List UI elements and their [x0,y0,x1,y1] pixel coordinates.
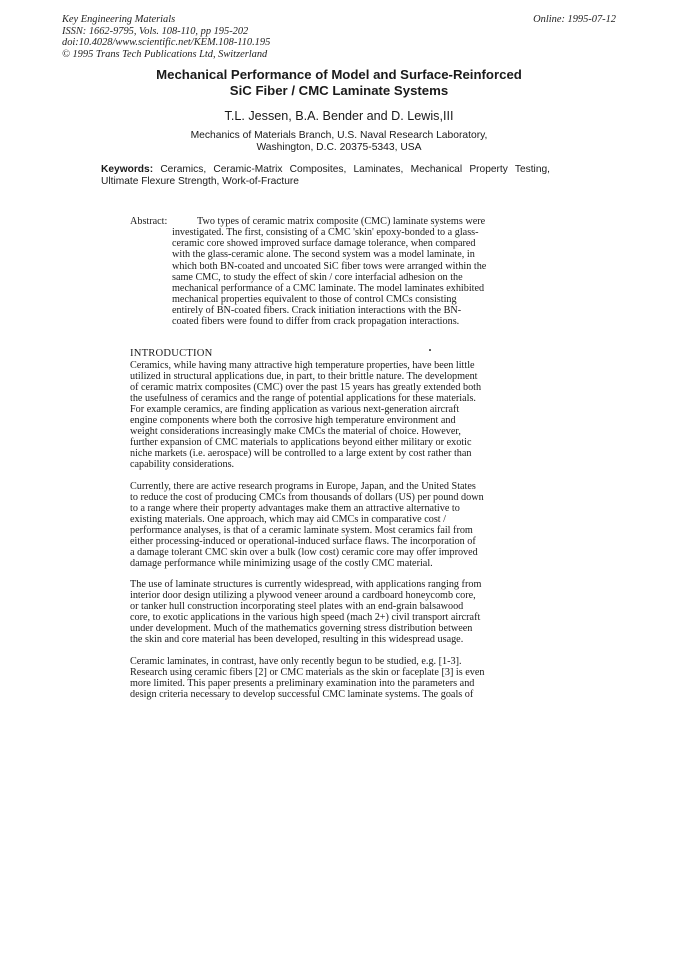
authors: T.L. Jessen, B.A. Bender and D. Lewis,III [224,109,454,123]
body-line: design criteria necessary to develop successful CMC laminate systems. The goals of [130,689,474,701]
abstract-line: entirely of BN-coated fibers. Crack initiation interactions with the BN- [172,305,462,317]
body-line: weight considerations increasingly make CMCs the material of choice. However, [130,426,461,438]
intro-paragraph-1 [130,360,518,470]
abstract-line: mechanical performance of a CMC laminate. The model laminates exhibited [172,282,485,294]
abstract-text [172,216,516,328]
journal-name: Key Engineering Materials [62,14,176,25]
body-line: a damage tolerant CMC skin over a bulk (low cost) ceramic core may offer improved [130,547,478,559]
keywords-text: Ceramics, Ceramic-Matrix Composites, Laminates, Mechanical Property Testing, Ultimate Flexure Strength, Work-of-Fracture [101,164,550,188]
body-line: or tanker hull construction incorporating steel plates with an end-grain balsawood [130,601,464,613]
body-line: engine components where both the corrosive high temperature environment and [130,415,456,427]
doi-line: doi:10.4028/www.scientific.net/KEM.108-110.195 [62,37,271,49]
body-line: existing materials. One approach, which may aid CMCs in comparative cost / [130,514,447,526]
body-line: niche markets (i.e. aerospace) will be controlled to a large extent by cost rather than [130,448,472,460]
abstract-line: which both BN-coated and uncoated SiC fiber tows were arranged within the [172,260,487,272]
body-line: to a range where their property advantages make them an attractive alternative to [130,503,460,515]
title-line-1: Mechanical Performance of Model and Surface-Reinforced [156,67,522,82]
scan-speck [429,349,431,351]
abstract-line: same CMC, to study the effect of skin / core interfacial adhesion on the [172,271,463,283]
body-line: the skin and core material has been developed, resulting in this widespread usage. [130,634,464,646]
body-line: of ceramic matrix composites (CMC) over the past 15 years has greatly extended both [130,382,482,394]
issn-line: ISSN: 1662-9795, Vols. 108-110, pp 195-202 [62,25,249,37]
keywords-block [101,164,550,188]
abstract-line: Two types of ceramic matrix composite (CMC) laminate systems were [197,216,486,227]
affiliation-line-2: Washington, D.C. 20375-5343, USA [256,142,422,154]
body-line: Currently, there are active research programs in Europe, Japan, and the United States [130,481,476,492]
body-line: the usefulness of ceramics and the range of potential applications for these materials. [130,393,476,405]
abstract-line: ceramic core showed improved surface damage tolerance, when compared [172,238,476,250]
publication-meta [62,14,270,60]
intro-paragraph-4 [130,656,518,700]
body-line: interior door design utilizing a plywood veneer around a cardboard honeycomb core, [130,590,476,602]
body-line: capability considerations. [130,459,235,471]
body-line: Ceramic laminates, in contrast, have only recently begun to be studied, e.g. [1-3]. [130,656,462,667]
keywords-label: Keywords: [101,164,154,175]
affiliation-line-1: Mechanics of Materials Branch, U.S. Naval Research Laboratory, [190,130,488,141]
body-line: further expansion of CMC materials to applications beyond either military or exotic [130,437,472,449]
intro-paragraph-3 [130,579,518,645]
body-line: The use of laminate structures is currently widespread, with applications ranging from [130,579,482,590]
body-line: damage performance while minimizing usage of the costly CMC material. [130,558,433,570]
body-line: either processing-induced or operational-induced surface flaws. The incorporation of [130,536,476,548]
abstract-line: mechanical properties equivalent to those of control CMCs consisting [172,294,457,306]
abstract-label: Abstract: [130,216,168,227]
body-line: For example ceramics, are finding application as various next-generation aircraft [130,404,460,416]
title-line-2: SiC Fiber / CMC Laminate Systems [229,82,449,98]
body-line: Ceramics, while having many attractive high temperature properties, have been little [130,360,475,371]
body-line: Research using ceramic fibers [2] or CMC materials as the skin or faceplate [3] is even [130,667,485,679]
body-line: to reduce the cost of producing CMCs from thousands of dollars (US) per pound down [130,492,484,504]
online-date: Online: 1995-07-12 [533,14,616,25]
body-line: utilized in structural applications due, in part, to their brittle nature. The development [130,371,478,383]
abstract-line: coated fibers were found to differ from crack propagation interactions. [172,316,460,328]
body-line: under development. Much of the mathematics governing stress distribution between [130,623,473,635]
body-line: core, to exotic applications in the various high speed (mach 2+) civil transport aircraft [130,612,481,624]
body-line: more limited. This paper presents a preliminary examination into the parameters and [130,678,475,690]
intro-paragraph-2 [130,481,518,569]
copyright-line: © 1995 Trans Tech Publications Ltd, Switzerland [62,48,268,60]
body-line: performance analyses, is that of a ceramic laminate system. Most ceramics fail from [130,525,473,537]
paper-title [0,67,678,98]
introduction-heading: INTRODUCTION [130,348,213,359]
abstract-line: investigated. The first, consisting of a CMC 'skin' epoxy-bonded to a glass- [172,227,479,239]
affiliation [0,130,678,154]
abstract-line: with the glass-ceramic alone. The second system was a model laminate, in [172,249,475,261]
